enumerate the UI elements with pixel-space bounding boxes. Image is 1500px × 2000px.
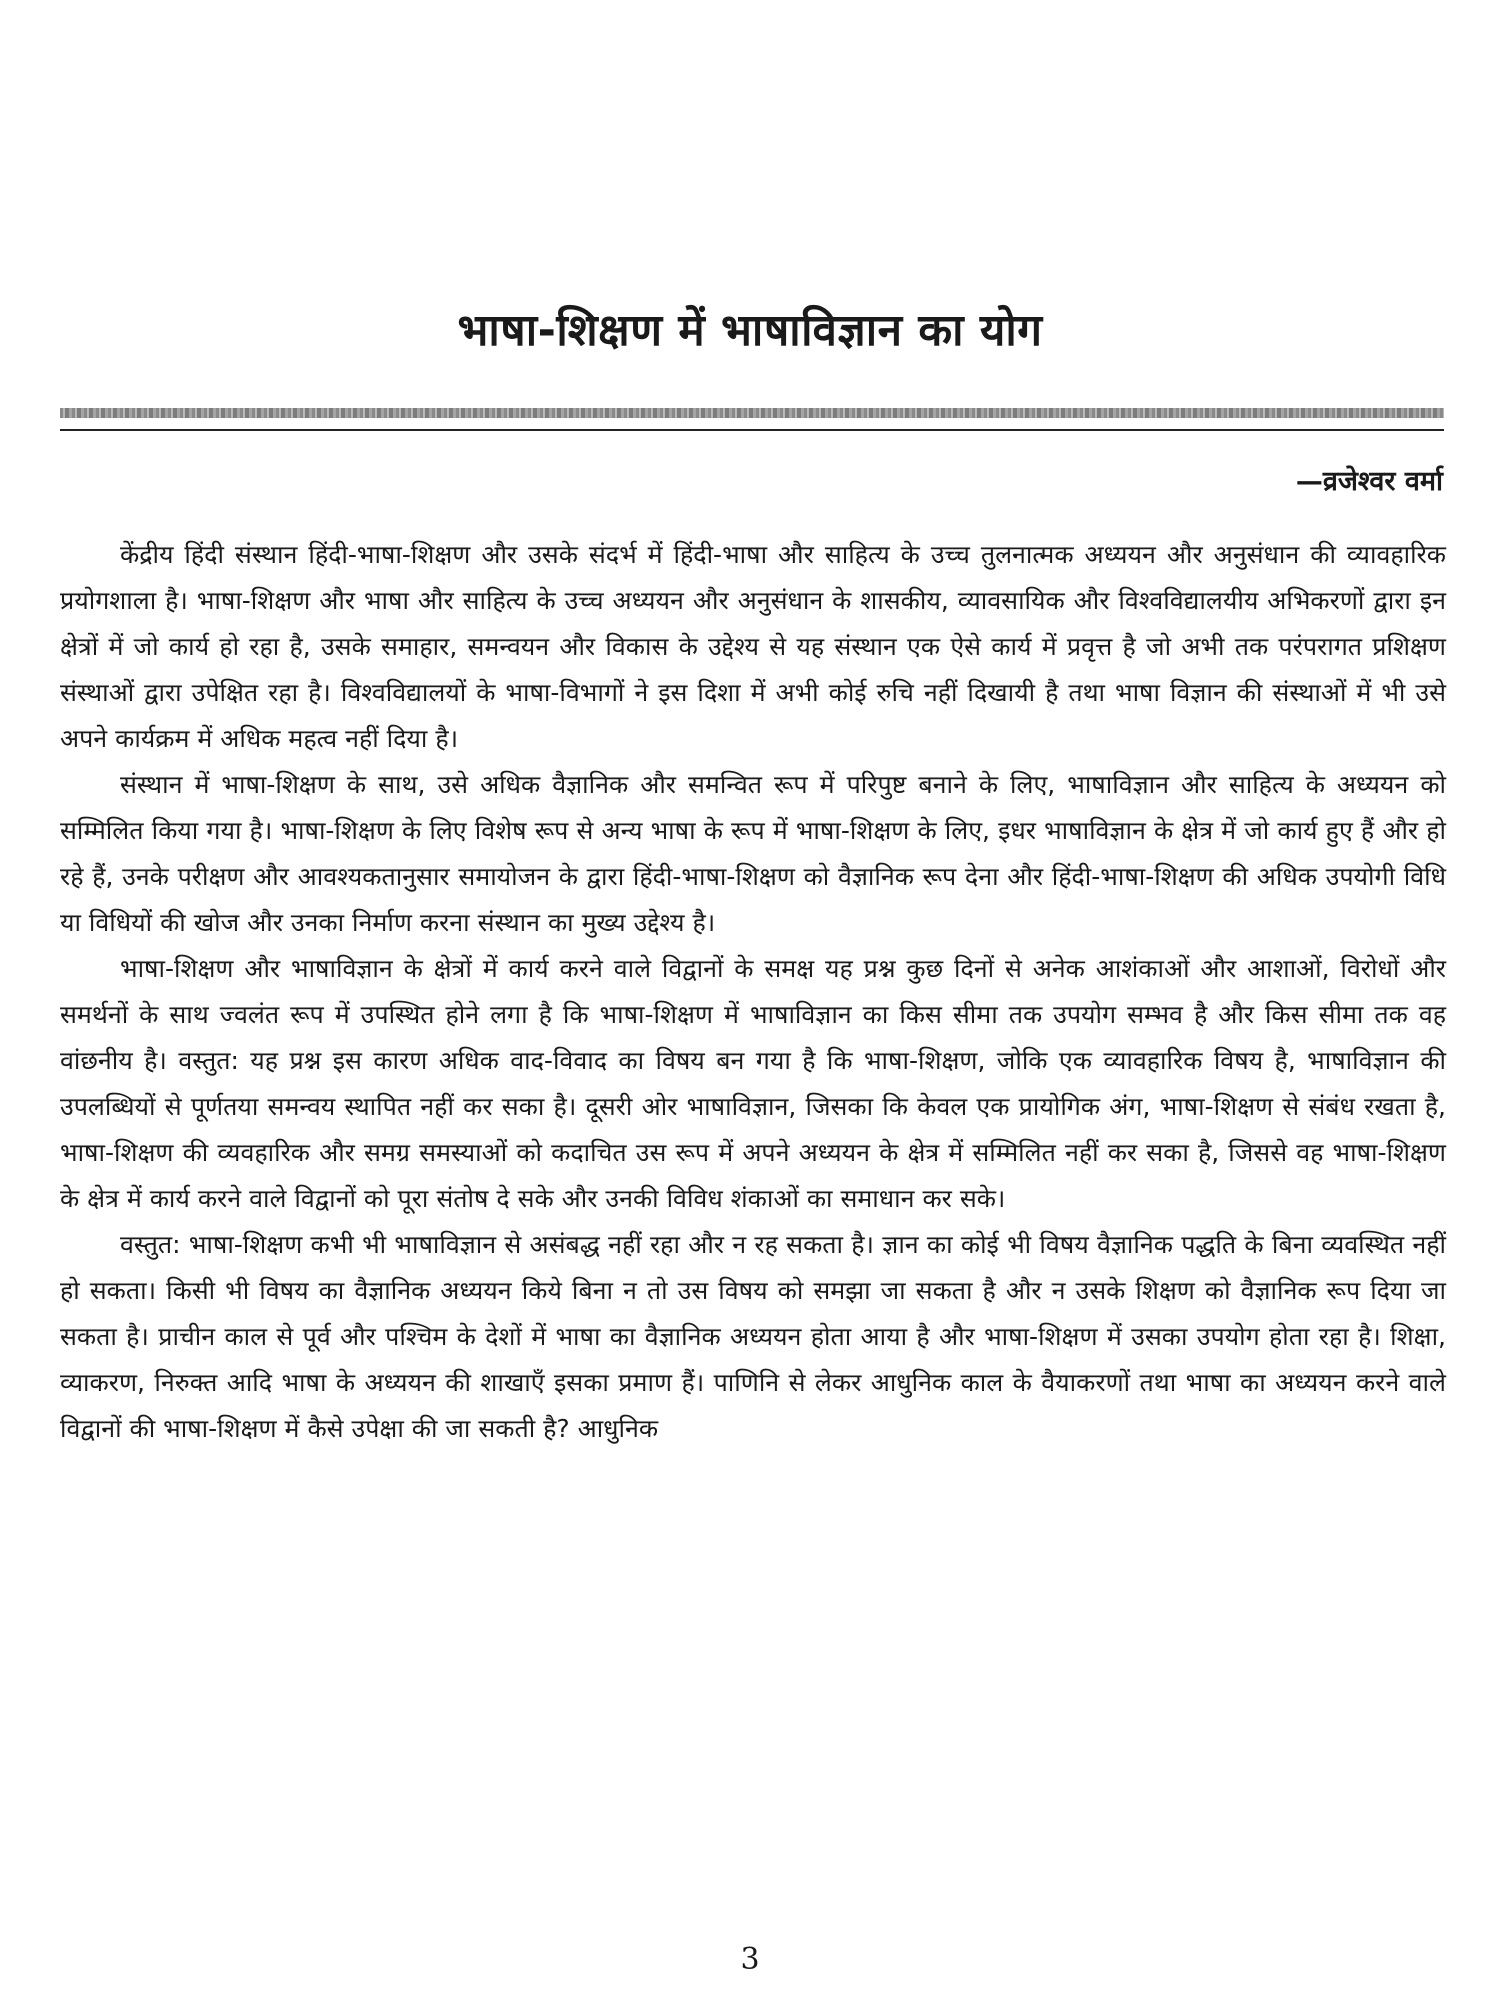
title-rule-shaded [60, 408, 1444, 418]
title-rule-line [60, 429, 1444, 431]
author-byline: —व्रजेश्वर वर्मा [1295, 466, 1443, 497]
paragraph: केंद्रीय हिंदी संस्थान हिंदी-भाषा-शिक्षण और उसके संदर्भ में हिंदी-भाषा और साहित्य के उच्च तुलनात्मक अध्ययन और अनुसंधान की व्यावहारिक प्रयोगशाला है। भाषा-शिक्षण और भाषा और साहित्य के उच्च अध्ययन और अनुसंधान के शासकीय, व्यावसायिक और विश्वविद्यालयीय अभिकरणों द्वारा इन क्षेत्रों में जो कार्य हो रहा है, उसके समाहार, समन्वयन और विकास के उद्देश्य से यह संस्थान एक ऐसे कार्य में प्रवृत्त है जो अभी तक परंपरागत प्रशिक्षण संस्थाओं द्वारा उपेक्षित रहा है। विश्वविद्यालयों के भाषा-विभागों ने इस दिशा में अभी कोई रुचि नहीं दिखायी है तथा भाषा विज्ञान की संस्थाओं में भी उसे अपने कार्यक्रम में अधिक महत्व नहीं दिया है। [60, 540, 1446, 753]
paragraph: वस्तुत: भाषा-शिक्षण कभी भी भाषाविज्ञान से असंबद्ध नहीं रहा और न रह सकता है। ज्ञान का कोई भी विषय वैज्ञानिक पद्धति के बिना व्यवस्थित नहीं हो सकता। किसी भी विषय का वैज्ञानिक अध्ययन किये बिना न तो उस विषय को समझा जा सकता है और न उसके शिक्षण को वैज्ञानिक रूप दिया जा सकता है। प्राचीन काल से पूर्व और पश्चिम के देशों में भाषा का वैज्ञानिक अध्ययन होता आया है और भाषा-शिक्षण में उसका उपयोग होता रहा है। शिक्षा, व्याकरण, निरुक्त आदि भाषा के अध्ययन की शाखाएँ इसका प्रमाण हैं। पाणिनि से लेकर आधुनिक काल के वैयाकरणों तथा भाषा का अध्ययन करने वाले विद्वानों की भाषा-शिक्षण में कैसे उपेक्षा की जा सकती है? आधुनिक [60, 1230, 1446, 1443]
page-title: भाषा-शिक्षण में भाषाविज्ञान का योग [457, 305, 1043, 356]
article-body [60, 532, 1446, 1452]
paragraph: संस्थान में भाषा-शिक्षण के साथ, उसे अधिक वैज्ञानिक और समन्वित रूप में परिपुष्ट बनाने के लिए, भाषाविज्ञान और साहित्य के अध्ययन को सम्मिलित किया गया है। भाषा-शिक्षण के लिए विशेष रूप से अन्य भाषा के रूप में भाषा-शिक्षण के लिए, इधर भाषाविज्ञान के क्षेत्र में जो कार्य हुए हैं और हो रहे हैं, उनके परीक्षण और आवश्यकतानुसार समायोजन के द्वारा हिंदी-भाषा-शिक्षण को वैज्ञानिक रूप देना और हिंदी-भाषा-शिक्षण की अधिक उपयोगी विधि या विधियों की खोज और उनका निर्माण करना संस्थान का मुख्य उद्देश्य है। [60, 770, 1446, 937]
paragraph: भाषा-शिक्षण और भाषाविज्ञान के क्षेत्रों में कार्य करने वाले विद्वानों के समक्ष यह प्रश्न कुछ दिनों से अनेक आशंकाओं और आशाओं, विरोधों और समर्थनों के साथ ज्वलंत रूप में उपस्थित होने लगा है कि भाषा-शिक्षण में भाषाविज्ञान का किस सीमा तक उपयोग सम्भव है और किस सीमा तक वह वांछनीय है। वस्तुत: यह प्रश्न इस कारण अधिक वाद-विवाद का विषय बन गया है कि भाषा-शिक्षण, जोकि एक व्यावहारिक विषय है, भाषाविज्ञान की उपलब्धियों से पूर्णतया समन्वय स्थापित नहीं कर सका है। दूसरी ओर भाषाविज्ञान, जिसका कि केवल एक प्रायोगिक अंग, भाषा-शिक्षण से संबंध रखता है, भाषा-शिक्षण की व्यवहारिक और समग्र समस्याओं को कदाचित उस रूप में अपने अध्ययन के क्षेत्र में सम्मिलित नहीं कर सका है, जिससे वह भाषा-शिक्षण के क्षेत्र में कार्य करने वाले विद्वानों को पूरा संतोष दे सके और उनकी विविध शंकाओं का समाधान कर सके। [60, 954, 1446, 1213]
page-number: 3 [740, 1942, 760, 1977]
